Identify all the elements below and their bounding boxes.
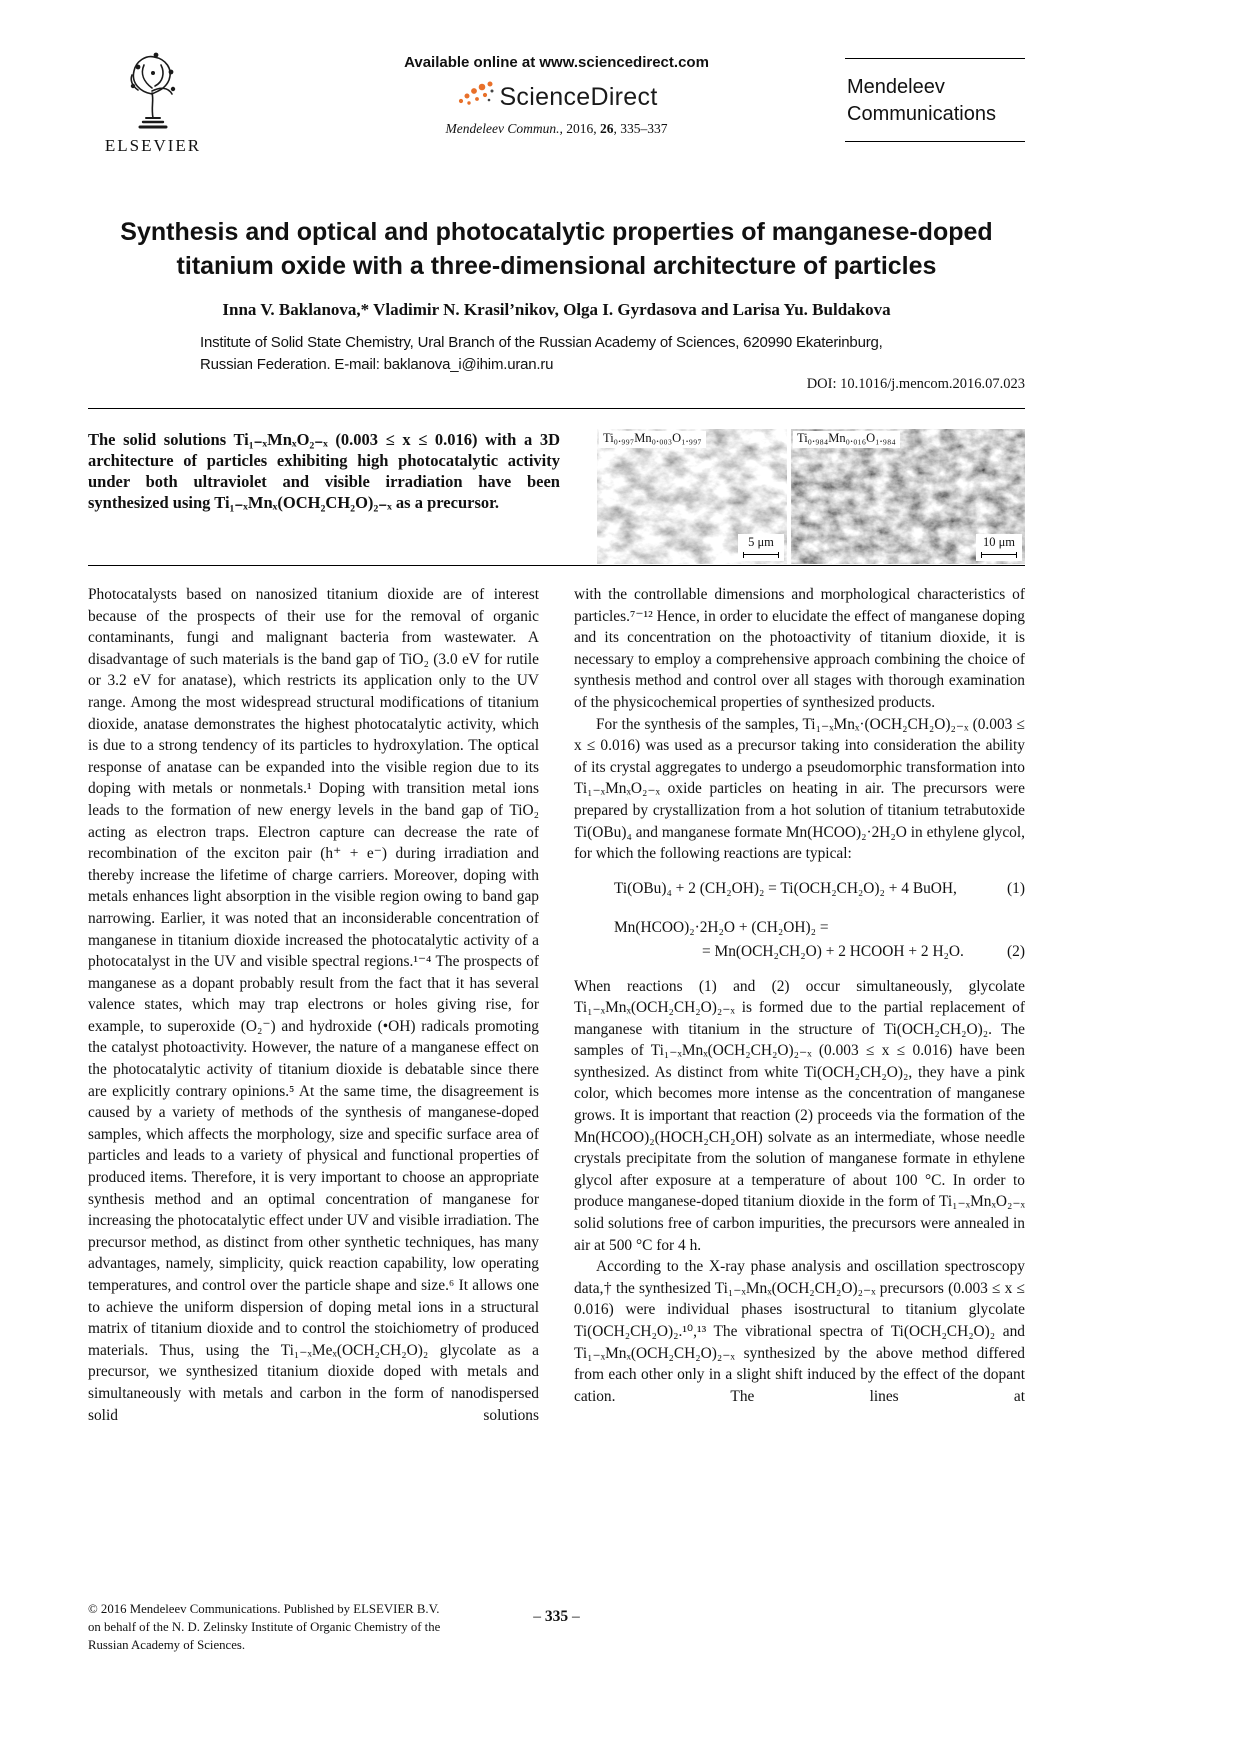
sem-image-2-label: Ti₀.₉₈₄Mn₀.₀₁₆O₁.₉₈₄ bbox=[793, 431, 900, 448]
sem-image-1-scalebar: 5 μm bbox=[738, 534, 784, 561]
equation-1 bbox=[574, 878, 1025, 900]
article-title-line2: titanium oxide with a three-dimensional architecture of particles bbox=[176, 251, 937, 280]
body-paragraph: According to the X-ray phase analysis and oscillation spectroscopy data,† the synthesized Ti₁₋ₓMnₓ(OCH₂CH₂O)₂₋ₓ precursors (0.003 ≤ x ≤ 0.016) were individual phases isostructural to titanium glycolate Ti(OCH₂CH₂O)₂.¹⁰,¹³ The vibrational spectra of Ti(OCH₂CH₂O)₂ and Ti₁₋ₓMnₓ(OCH₂CH₂O)₂₋ₓ synthesized by the above method differed from each other only in a slight shift induced by the effect of the dopant cation. The lines at bbox=[574, 1258, 1025, 1405]
equation-1-number: (1) bbox=[1007, 879, 1025, 897]
article-affiliation bbox=[200, 332, 1000, 376]
equation-2-expression: = Mn(OCH₂CH₂O) + 2 HCOOH + 2 H₂O. bbox=[702, 942, 964, 960]
page-content bbox=[88, 0, 1025, 1754]
masthead-line2: Communications bbox=[847, 102, 996, 125]
masthead-line1: Mendeleev bbox=[847, 76, 945, 98]
body-paragraph: For the synthesis of the samples, Ti₁₋ₓMnₓ·(OCH₂CH₂O)₂₋ₓ (0.003 ≤ x ≤ 0.016) was used as a precursor taking into consideration the ability of its crystal aggregates to undergo a pseudomorphic transformation into Ti₁₋ₓMnₓO₂₋ₓ oxide particles on heating in air. The precursors were prepared by crystallization from a hot solution of titanium tetrabutoxide Ti(OBu)₄ and manganese formate Mn(HCOO)₂·2H₂O in ethylene glycol, for which the following reactions are typical: bbox=[574, 715, 1025, 863]
abstract-text: The solid solutions Ti₁₋ₓMnₓO₂₋ₓ (0.003 ≤ x ≤ 0.016) with a 3D architecture of particles exhibiting high photocatalytic activity under both ultraviolet and visible irradiation have been synthesized using Ti₁₋ₓMnₓ(OCH₂CH₂O)₂₋ₓ as a precursor. bbox=[88, 430, 560, 512]
citation-volume: 26 bbox=[599, 121, 614, 136]
article-body bbox=[88, 584, 1025, 1426]
available-online-text: Available online at www.sciencedirect.com bbox=[404, 54, 709, 71]
right-column bbox=[574, 584, 1025, 1426]
copyright-line1: © 2016 Mendeleev Communications. Published by ELSEVIER B.V. bbox=[88, 1602, 440, 1616]
journal-masthead bbox=[845, 58, 1025, 142]
equation-2-line2 bbox=[574, 941, 1025, 963]
citation-pages: , 335–337 bbox=[613, 121, 668, 136]
scalebar-icon bbox=[981, 552, 1017, 558]
body-paragraph: Photocatalysts based on nanosized titanium dioxide are of interest because of the prospects of their use for the removal of organic contaminants, fungi and malignant bacteria from wastewater. A disadvantage of such materials is the band gap of TiO₂ (3.0 eV for rutile or 3.2 eV for anatase), which restricts its application only to the UV range. Among the most widespread structural modifications of titanium dioxide, anatase demonstrates the highest photocatalytic activity, which is due to a strong tendency of its particles to hydroxylation. The optical response of anatase can be expanded into the visible region due to its doping with metals or nonmetals.¹ Doping with transition metal ions leads to the formation of new energy levels in the band gap of TiO₂ acting as electron traps. Electron capture can decrease the rate of recombination of the exciton pair (h⁺ + e⁻) during irradiation and thereby increase the lifetime of charge carriers. Moreover, doping with metals enhances light absorption in the visible region owing to band gap narrowing. Earlier, it was noted that an inconsiderable concentration of manganese in titanium dioxide increased the photocatalytic activity of a photocatalyst in the UV and visible spectral regions.¹⁻⁴ The prospects of manganese as a dopant probably result from the fact that it has several valence states, which may trap electrons or holes giving rise, for example, to superoxide (O₂⁻) and hydroxide (•OH) radicals promoting the catalyst photoactivity. However, the nature of a manganese effect on the photocatalytic activity of titanium dioxide is debatable since there are explicitly contrary opinions.⁵ At the same time, the disagreement is caused by a variety of methods of the synthesis of manganese-doped samples, which affects the morphology, size and specific surface area of particles and leads to a variety of physical and functional properties of produced items. Therefore, it is very important to choose an appropriate synthesis method and an optimal concentration of manganese for increasing the photocatalytic effect under UV and visible irradiation. The precursor method, as distinct from other synthetic techniques, has many advantages, namely, simplicity, quick reaction capability, low operating temperatures, and control over the particle shape and size.⁶ It allows one to achieve the uniform dispersion of doping metal ions in a structural matrix of titanium dioxide and to control the stoichiometry of produced materials. Thus, using the Ti₁₋ₓMeₓ(OCH₂CH₂O)₂ glycolate as a precursor, we synthesized titanium dioxide doped with metals and simultaneously with metals and carbon in the form of nanodispersed solid solutions bbox=[88, 586, 539, 1424]
article-title bbox=[88, 216, 1025, 283]
copyright-line3: Russian Academy of Sciences. bbox=[88, 1638, 246, 1653]
page-number: – 335 – bbox=[533, 1608, 580, 1625]
abstract-figures bbox=[597, 429, 1025, 553]
sciencedirect-wordmark: ScienceDirect bbox=[499, 83, 658, 111]
sem-image-2-scalebar: 10 μm bbox=[976, 534, 1022, 561]
elsevier-wordmark: ELSEVIER bbox=[104, 136, 202, 155]
left-column bbox=[88, 584, 539, 1426]
sem-image-2 bbox=[791, 429, 1025, 564]
body-paragraph: When reactions (1) and (2) occur simultaneously, glycolate Ti₁₋ₓMnₓ(OCH₂CH₂O)₂₋ₓ is formed due to the partial replacement of manganese with titanium in the structure of Ti(OCH₂CH₂O)₂. The samples of Ti₁₋ₓMnₓ(OCH₂CH₂O)₂₋ₓ (0.003 ≤ x ≤ 0.016) have been synthesized. As distinct from white Ti(OCH₂CH₂O)₂, they have a pink color, which becomes more intense as the concentration of manganese grows. It is important that reaction (2) proceeds via the formation of the Mn(HCOO)₂(HOCH₂CH₂OH) solvate as an intermediate, whose needle crystals precipitate from the solution of manganese formate in ethylene glycol after exposure at a temperature of about 100 °C. In order to produce manganese-doped titanium dioxide in the form of Ti₁₋ₓMnₓO₂₋ₓ solid solutions free of carbon impurities, the precursors were annealed in air at 500 °C for 4 h. bbox=[574, 977, 1025, 1254]
equation-2-number: (2) bbox=[1007, 942, 1025, 960]
sciencedirect-dots-icon bbox=[455, 79, 495, 112]
reaction-equations bbox=[574, 878, 1025, 963]
article-doi: DOI: 10.1016/j.mencom.2016.07.023 bbox=[806, 376, 1025, 392]
equation-1-expression: Ti(OBu)₄ + 2 (CH₂OH)₂ = Ti(OCH₂CH₂O)₂ + 4 BuOH, bbox=[614, 879, 957, 897]
scalebar-icon bbox=[743, 552, 779, 558]
sem-image-1-label: Ti₀.₉₉₇Mn₀.₀₀₃O₁.₉₉₇ bbox=[599, 431, 706, 448]
article-authors: Inna V. Baklanova,* Vladimir N. Krasil’nikov, Olga I. Gyrdasova and Larisa Yu. Buldakova bbox=[222, 300, 891, 319]
citation-year: 2016, bbox=[562, 121, 600, 136]
article-title-line1: Synthesis and optical and photocatalytic properties of manganese-doped bbox=[120, 218, 993, 246]
citation-journal: Mendeleev Commun., bbox=[445, 121, 563, 136]
sem-image-1 bbox=[597, 429, 787, 564]
affiliation-line1: Institute of Solid State Chemistry, Ural Branch of the Russian Academy of Sciences, 620990 Ekaterinburg, bbox=[200, 334, 883, 351]
journal-header bbox=[88, 48, 1025, 168]
graphical-abstract bbox=[88, 408, 1025, 566]
copyright-line2: on behalf of the N. D. Zelinsky Institute of Organic Chemistry of the bbox=[88, 1620, 441, 1635]
equation-2-line1: Mn(HCOO)₂·2H₂O + (CH₂OH)₂ = bbox=[614, 919, 829, 937]
body-paragraph: with the controllable dimensions and morphological characteristics of particles.⁷⁻¹² Hence, in order to elucidate the effect of manganese doping and its concentration on the photoactivity of titanium dioxide, it is necessary to employ a comprehensive approach combining the choice of synthesis method and control over all stages with thorough examination of the physicochemical properties of synthesized products. bbox=[574, 586, 1025, 711]
affiliation-line2: Russian Federation. E-mail: baklanova_i@ihim.uran.ru bbox=[200, 355, 554, 373]
